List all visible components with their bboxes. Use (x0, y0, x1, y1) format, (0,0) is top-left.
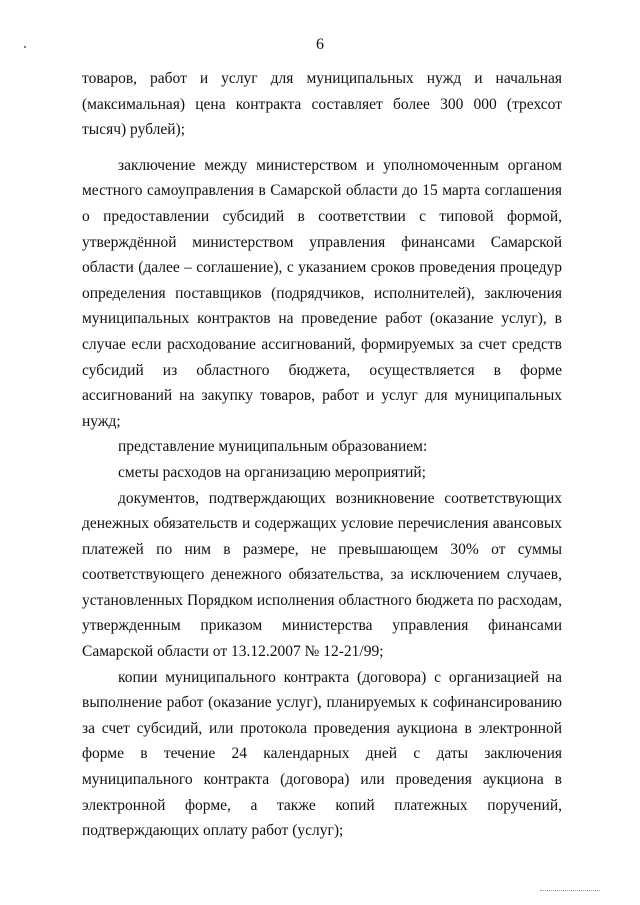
paragraph-continuation: товаров, работ и услуг для муниципальных нужд и начальная (максимальная) цена контракта составляет более 300 000 (трехсот тысяч) рублей); (82, 70, 562, 139)
paragraph-submission-heading: представление муниципальным образованием: (118, 438, 428, 456)
scan-edge-mark (540, 890, 600, 891)
paragraph-estimate: сметы расходов на организацию мероприятий; (118, 463, 426, 481)
paragraph-contract-copies: копии муниципального контракта (договора) с организацией на выполнение работ (оказание услуг), планируемых к софинансированию за счет субсидий, или протокола проведения аукциона в электронной форме в течение 24 календарных дней с даты заключения муниципального контракта (договора) или проведения аукциона в электронной форме, а также копий платежных поручений, подтверждающих оплату работ (услуг); (82, 668, 562, 840)
document-body (82, 66, 562, 844)
paragraph-documents: документов, подтверждающих возникновение соответствующих денежных обязательств и содержащих условие перечисления авансовых платежей по ним в размере, не превышающем 30% от суммы соответствующего денежного обязательства, за исключением случаев, установленных Порядком исполнения областного бюджета по расходам, утвержденным приказом министерства управления финансами Самарской области от 13.12.2007 № 12-21/99; (82, 489, 562, 661)
page-number: 6 (316, 36, 324, 53)
paragraph-agreement: заключение между министерством и уполномоченным органом местного самоуправления в Самарской области до 15 марта соглашения о предоставлении субсидий в соответствии с типовой формой, утверждённой министерством управления финансами Самарской области (далее – соглашение), с указанием сроков проведения процедур определения поставщиков (подрядчиков, исполнителей), заключения муниципальных контрактов на проведение работ (оказание услуг), в случае если расходование ассигнований, формируемых за счет средств субсидий из областного бюджета, осуществляется в форме ассигнований на закупку товаров, работ и услуг для муниципальных нужд; (82, 156, 562, 430)
